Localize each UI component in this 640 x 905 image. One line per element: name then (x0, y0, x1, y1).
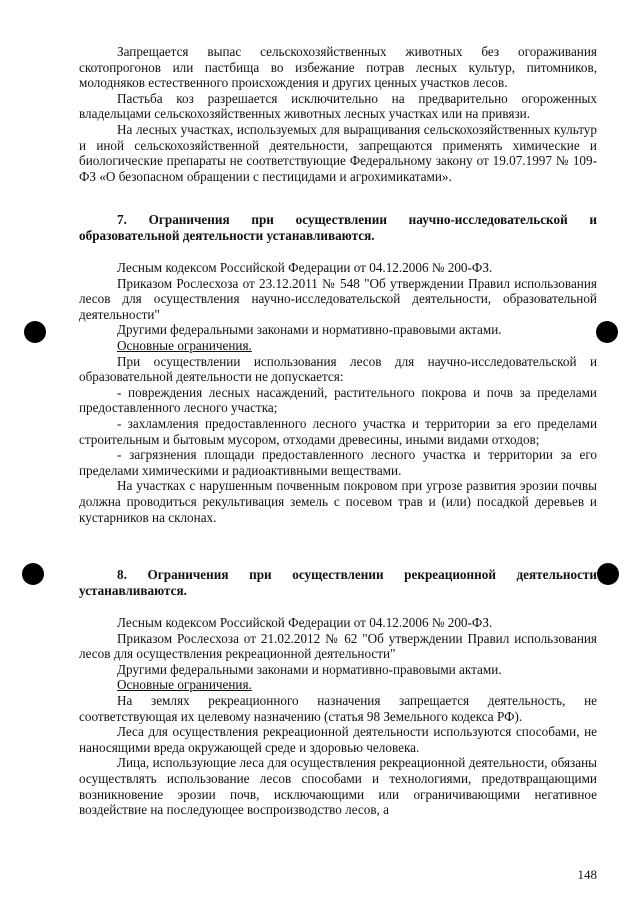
section-7-item: - повреждения лесных насаждений, растительного покрова и почв за пределами предоставленного лесного участка; (79, 384, 597, 416)
section-8-paragraph: На землях рекреационного назначения запрещается деятельность, не соответствующая их целевому назначению (статья 98 Земельного кодекса РФ). (79, 692, 597, 724)
section-7-order: Приказом Рослесхоза от 23.12.2011 № 548 "Об утверждении Правил использования лесов для осуществления научно-исследовательской деятельности, образовательной деятельности" (79, 275, 597, 322)
section-7-item: - захламления предоставленного лесного участка и территории за его пределами строительным и бытовым мусором, отходами древесины, иными видами отходов; (79, 415, 597, 447)
section-8-law: Лесным кодексом Российской Федерации от 04.12.2006 № 200-ФЗ. (117, 615, 493, 630)
punch-hole-icon (22, 563, 44, 585)
punch-hole-icon (596, 321, 618, 343)
section-7-restrictions-label (79, 338, 597, 354)
paragraph-chemicals: На лесных участках, используемых для выращивания сельскохозяйственных культур и иной сельскохозяйственной деятельности, запрещаются применять химические и биологические препараты не соответствующие Федеральному закону от 19.07.1997 № 109-ФЗ «О безопасном обращении с пестицидами и агрохимикатами». (79, 121, 597, 184)
section-7-heading: 7. Ограничения при осуществлении научно-исследовательской и образовательной деятельности устанавливаются. (79, 212, 597, 243)
section-8-other-acts: Другими федеральными законами и нормативно-правовыми актами. (117, 661, 502, 677)
section-8-body (79, 615, 597, 818)
section-8-restrictions-label (79, 677, 597, 693)
paragraph-goat-grazing: Пастьба коз разрешается исключительно на предварительно огороженных владельцами сельскохозяйственных животных лесных участках или на привязи. (79, 90, 597, 122)
section-8-restrictions-title: Основные ограничения. (117, 677, 252, 693)
intro-paragraphs (79, 44, 597, 184)
paragraph-grazing-ban: Запрещается выпас сельскохозяйственных животных без огораживания скотопрогонов или пастбища во избежание потрав лесных культур, питомников, молодняков естественного происхождения и других ценных участков лесов. (79, 44, 597, 91)
section-7-item: - загрязнения площади предоставленного лесного участка и территории за его пределами химическими и радиоактивными веществами. (79, 447, 597, 478)
page-number: 148 (577, 867, 597, 882)
section-7-law: Лесным кодексом Российской Федерации от 04.12.2006 № 200-ФЗ. (117, 260, 493, 275)
section-7-closing: На участках с нарушенным почвенным покровом при угрозе развития эрозии почвы должна проводиться рекультивация земель с посевом трав и (или) посадкой деревьев и кустарников на склонах. (79, 478, 597, 525)
section-7-intro: При осуществлении использования лесов для научно-исследовательской и образовательной деятельности не допускается: (79, 353, 597, 385)
section-7-other-acts: Другими федеральными законами и нормативно-правовыми актами. (117, 322, 502, 338)
section-8-paragraph: Леса для осуществления рекреационной деятельности используются способами, не наносящими вреда окружающей среде и здоровью человека. (79, 724, 597, 755)
punch-hole-icon (597, 563, 619, 585)
section-7-body (79, 260, 597, 525)
section-8-heading: 8. Ограничения при осуществлении рекреационной деятельности устанавливаются. (79, 567, 597, 598)
section-8-order: Приказом Рослесхоза от 21.02.2012 № 62 "Об утверждении Правил использования лесов для осуществления рекреационной деятельности" (79, 630, 597, 662)
punch-hole-icon (24, 321, 46, 343)
section-7-restrictions-title: Основные ограничения. (117, 337, 252, 353)
section-8-paragraph: Лица, использующие леса для осуществления рекреационной деятельности, обязаны осуществлять использование лесов способами и технологиями, предотвращающими возникновение эрозии почв, исключающими или ограничивающими негативное воздействие на последующее воспроизводство лесов, а (79, 755, 597, 818)
